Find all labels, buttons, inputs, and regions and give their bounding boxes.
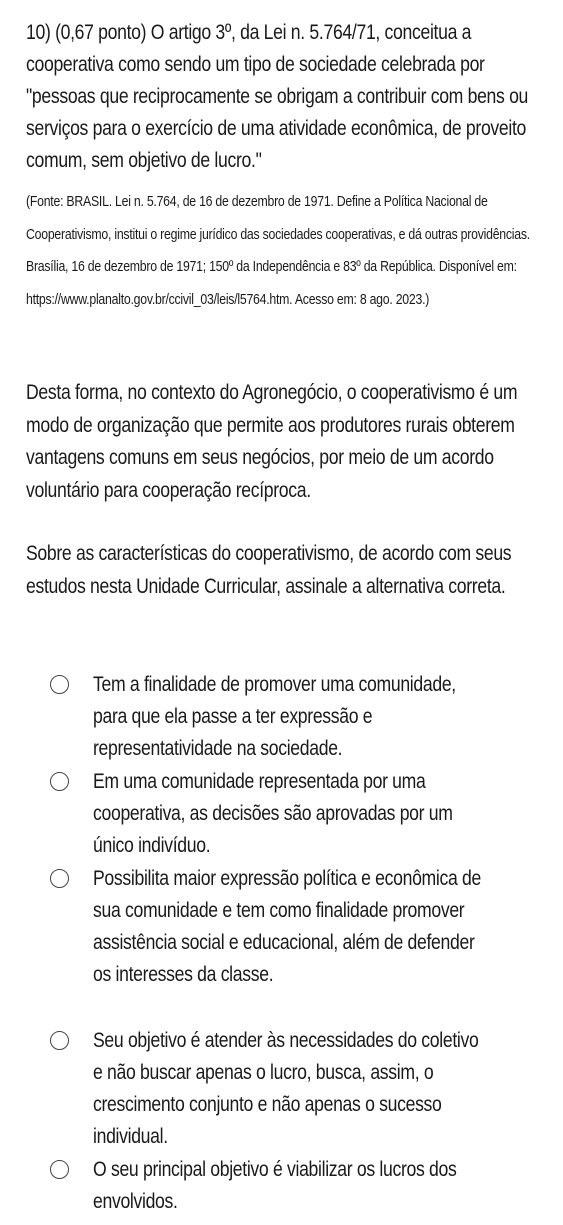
question-text: 10) (0,67 ponto) O artigo 3º, da Lei n. 5.764/71, conceitua a cooperativa como sendo um tipo de sociedade celebrada por "pessoas que reciprocamente se obrigam a contribuir com bens ou serviços para o exercício de uma atividade econômica, de proveito comum, sem objetivo de lucro." (26, 20, 529, 172)
option-b[interactable] (26, 765, 546, 862)
answer-options (26, 668, 546, 1219)
option-label: Em uma comunidade representada por uma cooperativa, as decisões são aprovadas por um único indivíduo. (93, 769, 453, 857)
instruction-block (26, 537, 563, 602)
radio-button[interactable] (50, 1160, 69, 1179)
option-c[interactable] (26, 862, 546, 1024)
option-e[interactable] (26, 1153, 546, 1219)
option-label: O seu principal objetivo é viabilizar os lucros dos envolvidos. (93, 1157, 457, 1213)
option-a[interactable] (26, 668, 546, 765)
option-label: Seu objetivo é atender às necessidades do coletivo e não buscar apenas o lucro, busca, assim, o crescimento conjunto e não apenas o sucesso individual. (93, 1028, 479, 1148)
context-block (26, 376, 563, 506)
question-instruction: Sobre as características do cooperativismo, de acordo com seus estudos nesta Unidade Curricular, assinale a alternativa correta. (26, 541, 512, 598)
radio-button[interactable] (50, 1031, 69, 1050)
source-block (26, 186, 563, 316)
radio-button[interactable] (50, 869, 69, 888)
option-label: Possibilita maior expressão política e econômica de sua comunidade e tem como finalidade promover assistência social e educacional, além de defender os interesses da classe. (93, 866, 481, 986)
option-label: Tem a finalidade de promover uma comunidade, para que ela passe a ter expressão e representatividade na sociedade. (93, 672, 456, 760)
question-source: (Fonte: BRASIL. Lei n. 5.764, de 16 de dezembro de 1971. Define a Política Nacional de Cooperativismo, institui o regime jurídico das sociedades cooperativas, e dá outras providências. Brasília, 16 de dezembro de 1971; 150º da Independência e 83º da República. Disponível em: https://www.planalto.gov.br/ccivil_03/leis/l5764.htm. Acesso em: 8 ago. 2023.) (26, 193, 530, 308)
question-block (26, 16, 563, 176)
question-context: Desta forma, no contexto do Agronegócio, o cooperativismo é um modo de organização que permite aos produtores rurais obterem vantagens comuns em seus negócios, por meio de um acordo voluntário para cooperação recíproca. (26, 380, 518, 502)
radio-button[interactable] (50, 772, 69, 791)
radio-button[interactable] (50, 675, 69, 694)
option-d[interactable] (26, 1024, 546, 1153)
